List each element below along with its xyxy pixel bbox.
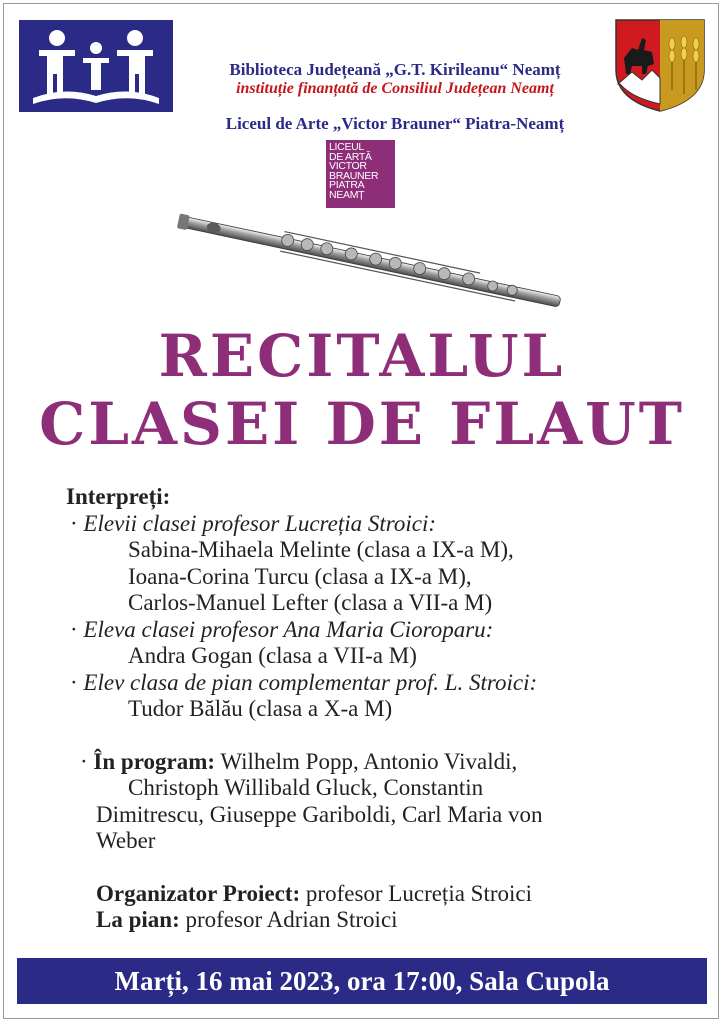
school-name: Liceul de Arte „Victor Brauner“ Piatra-Neamț <box>225 114 565 133</box>
flute-image <box>170 200 570 325</box>
organizer-value: profesor Lucreția Stroici <box>305 880 533 906</box>
performer-name: Andra Gogan (clasa a VII-a M) <box>128 643 417 668</box>
program-line: · În program: Wilhelm Popp, Antonio Vivaldi, <box>80 748 518 774</box>
performer-group: · Elevii clasei profesor Lucreția Stroici: <box>70 510 437 536</box>
piano-line <box>66 907 686 934</box>
library-name: Biblioteca Județeană „G.T. Kirileanu“ Neamț <box>229 60 561 79</box>
performers-heading: Interpreți: <box>66 484 171 509</box>
program-composers: Weber <box>96 828 156 853</box>
performer-name: Tudor Bălău (clasa a X-a M) <box>128 696 393 721</box>
school-logo-line: LICEUL <box>329 141 364 153</box>
program-label: În program: <box>93 748 216 774</box>
school-logo-line: BRAUNER <box>329 169 379 182</box>
event-title-line-2: CLASEI DE FLAUT <box>39 390 685 458</box>
event-details <box>66 484 686 934</box>
piano-label: La pian: <box>96 907 180 932</box>
performer-name: Sabina-Mihaela Melinte (clasa a IX-a M), <box>128 537 514 562</box>
performer-name: Ioana-Corina Turcu (clasa a IX-a M), <box>128 563 472 589</box>
performer-group: · Elev clasa de pian complementar prof. L. Stroici: <box>70 669 538 695</box>
event-date-banner: Marți, 16 mai 2023, ora 17:00, Sala Cupola <box>17 958 707 1004</box>
people-reading-book-icon <box>19 20 173 112</box>
neamt-coat-of-arms-icon <box>612 14 708 114</box>
school-logo-line: VICTOR <box>329 160 367 173</box>
school-logo <box>326 140 395 208</box>
organizer-label: Organizator Proiect: <box>96 880 301 906</box>
performer-name: Carlos-Manuel Lefter (clasa a VII-a M) <box>128 590 493 615</box>
school-logo-line: DE ARTĂ <box>329 150 372 163</box>
performer-group: · Eleva clasei profesor Ana Maria Cioroparu: <box>70 616 494 642</box>
program-composers: Wilhelm Popp, Antonio Vivaldi, <box>220 748 518 774</box>
group-label: Elevii clasei profesor Lucreția Stroici: <box>83 510 437 536</box>
funding-note: instituție finanțată de Consiliul Județean Neamț <box>236 80 554 97</box>
event-title-line-1: RECITALUL <box>158 322 566 390</box>
group-label: Elev clasa de pian complementar prof. L. Stroici: <box>83 669 538 695</box>
program-composers: Christoph Willibald Gluck, Constantin <box>128 775 484 800</box>
piano-value: profesor Adrian Stroici <box>185 907 398 932</box>
school-logo-line: PIATRA <box>329 179 365 192</box>
group-label: Eleva clasei profesor Ana Maria Cioroparu: <box>83 616 494 642</box>
school-logo-line: NEAMȚ <box>329 188 365 201</box>
program-composers: Dimitrescu, Giuseppe Gariboldi, Carl Maria von <box>96 801 543 827</box>
organizer-line <box>66 881 686 908</box>
